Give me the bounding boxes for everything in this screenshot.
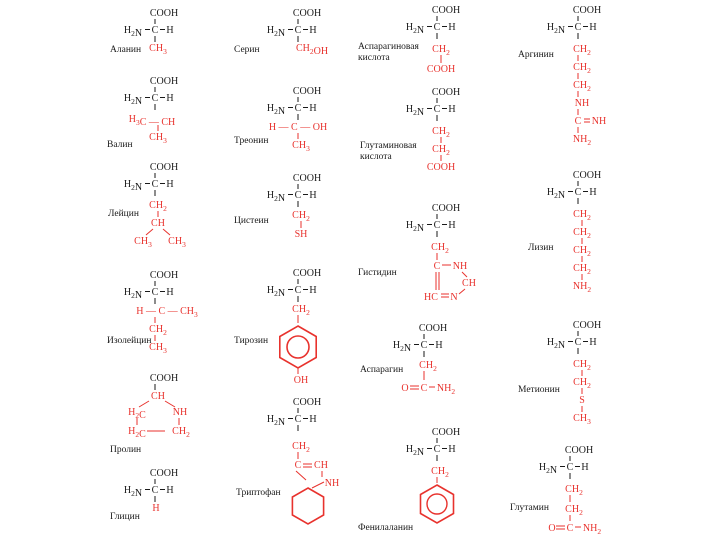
side-chain-group: $CH_2$ [432,144,450,157]
alpha-carbon-label: C [151,485,159,496]
amino-acid-name: Метионин [518,385,560,395]
amino-group-label: $H_2N$ [266,285,286,299]
side-chain-group: NH [324,478,340,489]
side-chain-group: COOH [426,162,456,173]
side-chain-group: CH [151,391,165,402]
cooh-label: COOH [431,87,461,98]
side-chain-group: $CH_2$ [292,304,310,317]
amino-acid-name: Фенилаланин [358,523,414,533]
cooh-label: COOH [149,76,179,87]
amino-group-label: $H_2N$ [266,25,286,39]
alpha-carbon-label: C [294,190,302,201]
side-chain-group: $CH_3$ [134,236,152,249]
side-chain-group: $CH_3$ [292,140,310,153]
side-chain-group: HC [424,292,438,303]
cooh-label: COOH [292,173,322,184]
cooh-label: COOH [564,445,594,456]
alpha-carbon-label: C [151,287,159,298]
side-chain-group: $NH_2$ [436,383,456,396]
cooh-label: COOH [149,8,179,19]
cooh-label: COOH [572,5,602,16]
cooh-label: COOH [292,8,322,19]
side-chain-group: $CH_2$ [573,44,591,57]
side-chain-group: $CH_3$ [168,236,186,249]
side-chain-group: NH [591,116,607,127]
side-chain-group: NH [172,407,188,418]
amino-acid-name: Аргинин [518,50,554,60]
side-chain-group: $CH_3$ [573,413,591,426]
cooh-label: COOH [149,468,179,479]
amino-group-label: $H_2N$ [405,444,425,458]
alpha-carbon-label: C [433,104,441,115]
alpha-h-label: H [166,179,174,190]
amino-acid-name: Изолейцин [107,336,152,346]
cooh-label: COOH [431,203,461,214]
alpha-carbon-label: C [294,103,302,114]
amino-acid-name: Гистидин [358,268,397,278]
cooh-label: COOH [292,397,322,408]
amino-group-label: $H_2N$ [266,414,286,428]
alpha-h-label: H [309,103,317,114]
side-chain-group: O [548,523,556,534]
alpha-h-label: H [589,337,597,348]
alpha-carbon-label: C [294,414,302,425]
side-chain-group: $CH_2$ [149,200,167,213]
alpha-h-label: H [448,22,456,33]
side-chain-group: $NH_2$ [572,134,592,147]
side-chain-group: N [450,292,458,303]
side-chain-group: $CH_2$ [573,245,591,258]
alpha-h-label: H [589,187,597,198]
alpha-h-label: H [448,444,456,455]
side-chain-group: OH [293,375,309,386]
side-chain-group: H — C — $CH_3$ [136,306,198,319]
amino-acid-name: Аспарагин [360,365,404,375]
side-chain-group: $CH_2$ [431,466,449,479]
alpha-h-label: H [309,25,317,36]
alpha-h-label: H [435,340,443,351]
side-chain-group: $CH_2$ [432,44,450,57]
alpha-carbon-label: C [433,444,441,455]
cooh-label: COOH [572,170,602,181]
amino-acid-name: Треонин [234,136,269,146]
side-chain-group: $CH_2$ [573,227,591,240]
alpha-carbon-label: C [574,337,582,348]
side-chain-group: NH [452,261,468,272]
side-chain-group: S [579,395,585,406]
alpha-carbon-label: C [294,25,302,36]
amino-acid-name: кислота [360,152,392,162]
alpha-carbon-label: C [151,25,159,36]
cooh-label: COOH [431,427,461,438]
side-chain-group: H [152,503,160,514]
side-chain-group: C [566,523,574,534]
cooh-label: COOH [418,323,448,334]
alpha-h-label: H [166,485,174,496]
side-chain-group: $CH_2$ [573,377,591,390]
side-chain-group: C [294,460,302,471]
amino-acid-name: Цистеин [234,216,269,226]
alpha-h-label: H [166,287,174,298]
side-chain-group: $CH_2$ [573,209,591,222]
alpha-h-label: H [166,25,174,36]
side-chain-group: SH [294,229,308,240]
alpha-h-label: H [448,104,456,115]
alpha-carbon-label: C [151,93,159,104]
side-chain-group: H — C — OH [268,122,328,133]
side-chain-group: $CH_3$ [149,43,167,56]
side-chain-group: $CH_2$ [573,80,591,93]
alpha-h-label: H [309,285,317,296]
side-chain-group: $CH_2$ [565,484,583,497]
amino-group-label: $H_2N$ [266,103,286,117]
alpha-h-label: H [589,22,597,33]
alpha-carbon-label: C [294,285,302,296]
alpha-h-label: H [309,190,317,201]
alpha-carbon-label: C [433,22,441,33]
side-chain-group: $CH_2$ [172,426,190,439]
alpha-carbon-label: C [151,179,159,190]
side-chain-group: $CH_2$ [432,126,450,139]
amino-group-label: $H_2N$ [123,287,143,301]
amino-group-label: $H_2N$ [123,179,143,193]
side-chain-group: $H_2C$ [128,407,146,421]
side-chain-group: CH [462,278,476,289]
amino-acid-name: Тирозин [234,336,269,346]
amino-acid-name: Триптофан [236,488,281,498]
side-chain-group: COOH [426,64,456,75]
cooh-label: COOH [292,86,322,97]
side-chain-group: $CH_3$ [149,132,167,145]
amino-acid-name: Аланин [110,45,142,55]
alpha-carbon-label: C [574,187,582,198]
side-chain-group: $CH_2$ [431,242,449,255]
alpha-h-label: H [448,220,456,231]
side-chain-group: $CH_2OH$ [295,43,329,57]
cooh-label: COOH [149,373,179,384]
side-chain-group: $CH_2$ [565,504,583,517]
side-chain-group: $NH_2$ [582,523,602,536]
side-chain-group: $CH_2$ [419,360,437,373]
side-chain-group: $CH_2$ [573,359,591,372]
amino-acid-name: Глутаминовая [360,141,417,151]
amino-group-label: $H_2N$ [405,104,425,118]
amino-acid-name: кислота [358,53,390,63]
alpha-h-label: H [166,93,174,104]
amino-acid-name: Аспарагиновая [358,42,419,52]
alpha-carbon-label: C [433,220,441,231]
alpha-h-label: H [309,414,317,425]
amino-group-label: $H_2N$ [123,485,143,499]
side-chain-group: $CH_2$ [149,324,167,337]
cooh-label: COOH [431,5,461,16]
amino-group-label: $H_2N$ [546,187,566,201]
amino-group-label: $H_2N$ [392,340,412,354]
side-chain-group: $NH_2$ [572,281,592,294]
amino-group-label: $H_2N$ [546,22,566,36]
side-chain-group: CH [314,460,328,471]
amino-group-label: $H_2N$ [405,220,425,234]
amino-acid-name: Лейцин [108,209,139,219]
amino-group-label: $H_2N$ [538,462,558,476]
cooh-label: COOH [572,320,602,331]
alpha-carbon-label: C [566,462,574,473]
cooh-label: COOH [149,162,179,173]
cooh-label: COOH [149,270,179,281]
alpha-carbon-label: C [574,22,582,33]
amino-acid-name: Валин [107,140,133,150]
side-chain-group: $CH_2$ [573,62,591,75]
side-chain-group: CH [151,218,165,229]
side-chain-group: NH [574,98,590,109]
side-chain-group: O [401,383,409,394]
amino-acid-name: Пролин [110,445,142,455]
amino-acid-name: Глутамин [510,503,549,513]
amino-group-label: $H_2N$ [266,190,286,204]
amino-group-label: $H_2N$ [546,337,566,351]
alpha-carbon-label: C [420,340,428,351]
side-chain-group: $CH_2$ [292,441,310,454]
amino-group-label: $H_2N$ [123,25,143,39]
side-chain-group: $CH_2$ [292,210,310,223]
side-chain-group: $H_2C$ [128,426,146,440]
side-chain-group: C [420,383,428,394]
amino-acid-name: Серин [234,45,260,55]
amino-group-label: $H_2N$ [123,93,143,107]
amino-acid-name: Глицин [110,512,140,522]
alpha-h-label: H [581,462,589,473]
amino-group-label: $H_2N$ [405,22,425,36]
cooh-label: COOH [292,268,322,279]
side-chain-group: $CH_3$ [149,342,167,355]
amino-acid-name: Лизин [528,243,554,253]
side-chain-group: C [433,261,441,272]
side-chain-group: $CH_2$ [573,263,591,276]
side-chain-group: C [574,116,582,127]
side-chain-group: $H_3C$ — CH [128,114,176,128]
